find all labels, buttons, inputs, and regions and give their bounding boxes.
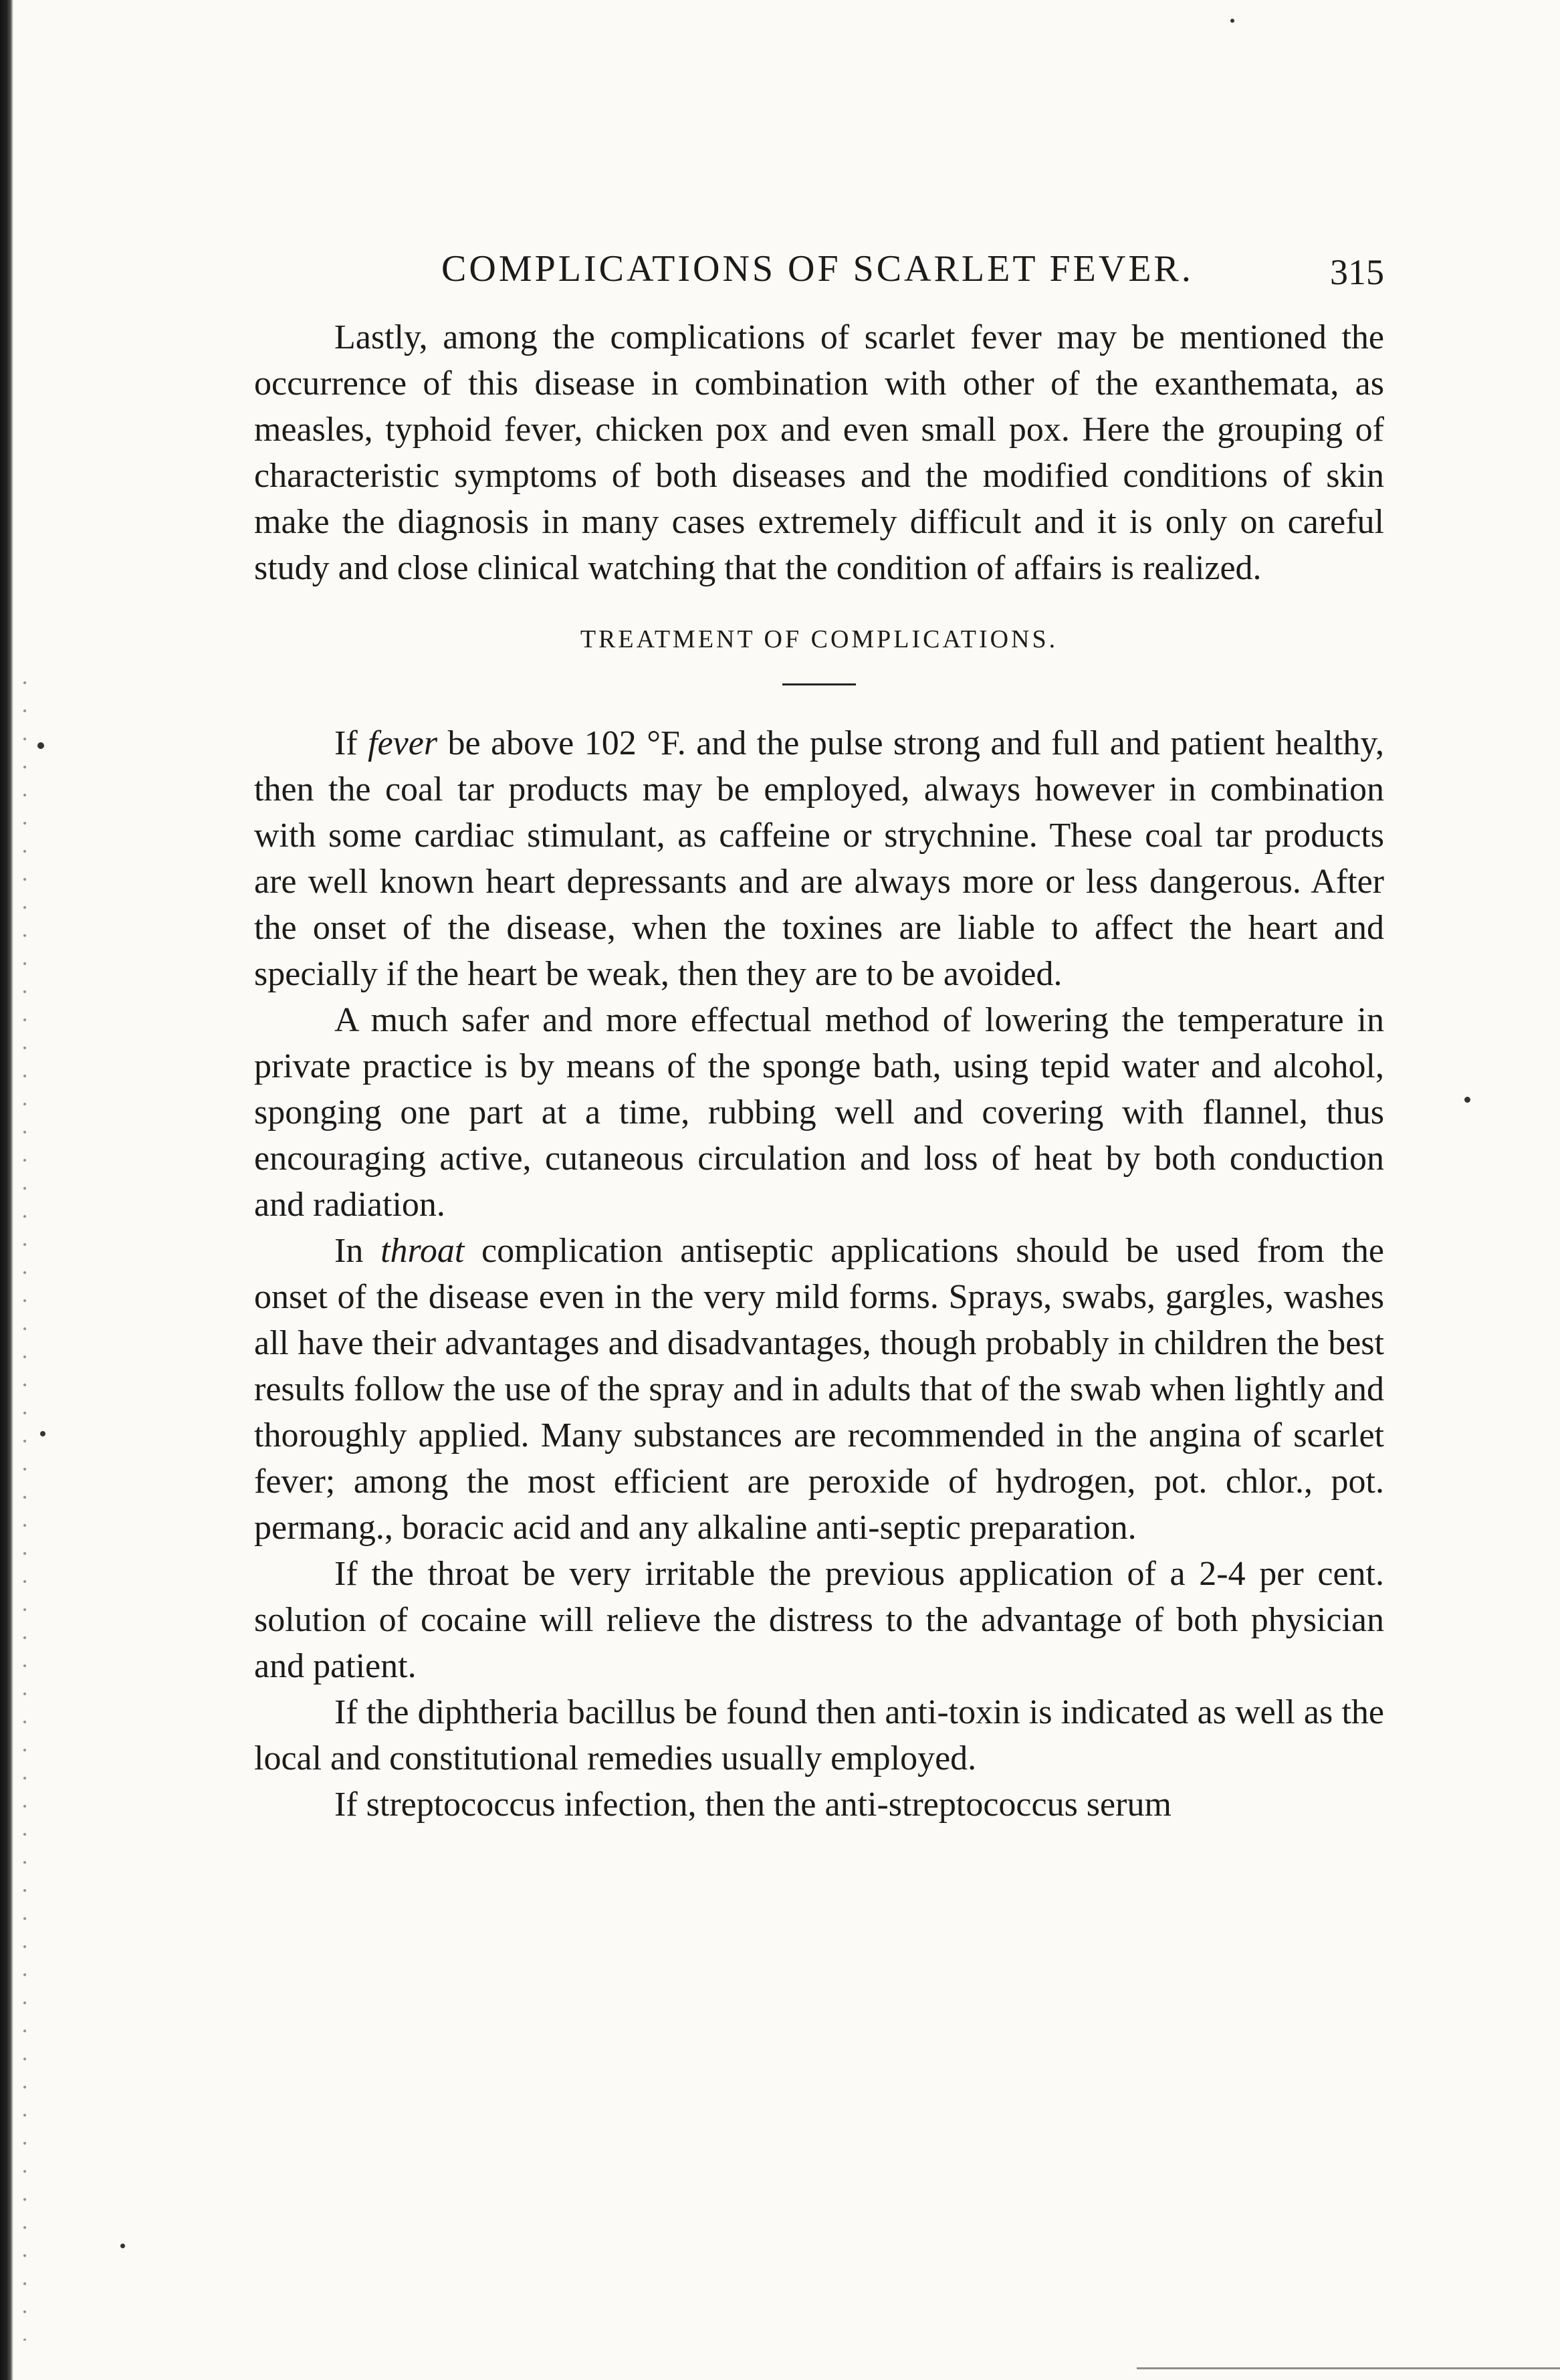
ink-speck: [120, 2244, 125, 2248]
fever-text: be above 102 °F. and the pulse strong and full and patient healthy, then the coal tar products may be employed, always however in combination with some cardiac stimulant, as caffeine or strychnine. These coal tar products are well known heart depressants and are always more or less dangerous. After the onset of the disease, when the toxines are liable to affect the heart and specially if the heart be weak, then they are to be avoided.: [254, 724, 1384, 993]
throat-emphasis: throat: [380, 1232, 465, 1270]
running-title: COMPLICATIONS OF SCARLET FEVER.: [441, 248, 1194, 290]
ink-speck: [40, 1431, 45, 1436]
throat-paragraph: [254, 1228, 1384, 1551]
running-head: [254, 241, 1384, 308]
ink-speck: [1464, 1097, 1470, 1103]
section-heading: TREATMENT OF COMPLICATIONS.: [580, 625, 1058, 653]
diphtheria-paragraph: If the diphtheria bacillus be found then anti-toxin is indicated as well as the local and constitutional remedies usually employed.: [254, 1693, 1384, 1777]
sponge-bath-paragraph: A much safer and more effectual method of lowering the temperature in private practice is by means of the sponge bath, using tepid water and alcohol, sponging one part at a time, rubbing well and covering with flannel, thus encouraging active, cutaneous circulation and loss of heat by both conduction and radiation.: [254, 1001, 1384, 1224]
throat-lead: In: [334, 1232, 381, 1270]
intro-paragraph: Lastly, among the complications of scarlet fever may be mentioned the occurrence of this disease in combination with other of the exanthemata, as measles, typhoid fever, chicken pox and even small pox. Here the grouping of characteristic symptoms of both diseases and the modified conditions of skin make the diagnosis in many cases extremely difficult and it is only on careful study and close clinical watching that the condition of affairs is realized.: [254, 318, 1384, 587]
page-number: 315: [1330, 252, 1384, 292]
fever-emphasis: fever: [368, 724, 438, 762]
binding-margin-marks: [20, 669, 29, 2341]
book-page: [254, 241, 1384, 1828]
irritable-throat-paragraph: If the throat be very irritable the previous application of a 2-4 per cent. solution of cocaine will relieve the distress to the advantage of both physician and patient.: [254, 1555, 1384, 1685]
throat-text: complication antiseptic applications should be used from the onset of the disease even in the very mild forms. Sprays, swabs, gargles, washes all have their advantages and disadvantages, though probably in children the best results follow the use of the spray and in adults that of the swab when lightly and thoroughly applied. Many substances are recommended in the angina of scarlet fever; among the most efficient are peroxide of hydrogen, pot. chlor., pot. permang., boracic acid and any alkaline anti-septic preparation.: [254, 1232, 1384, 1547]
fever-lead: If: [334, 724, 368, 762]
ink-speck: [1230, 19, 1234, 23]
streptococcus-paragraph: If streptococcus infection, then the anti-streptococcus serum: [334, 1786, 1172, 1824]
ink-speck: [37, 742, 44, 749]
page-bottom-edge: [1137, 2367, 1560, 2369]
fever-paragraph: [254, 720, 1384, 997]
section-rule: [782, 683, 856, 685]
binding-edge: [0, 0, 13, 2380]
